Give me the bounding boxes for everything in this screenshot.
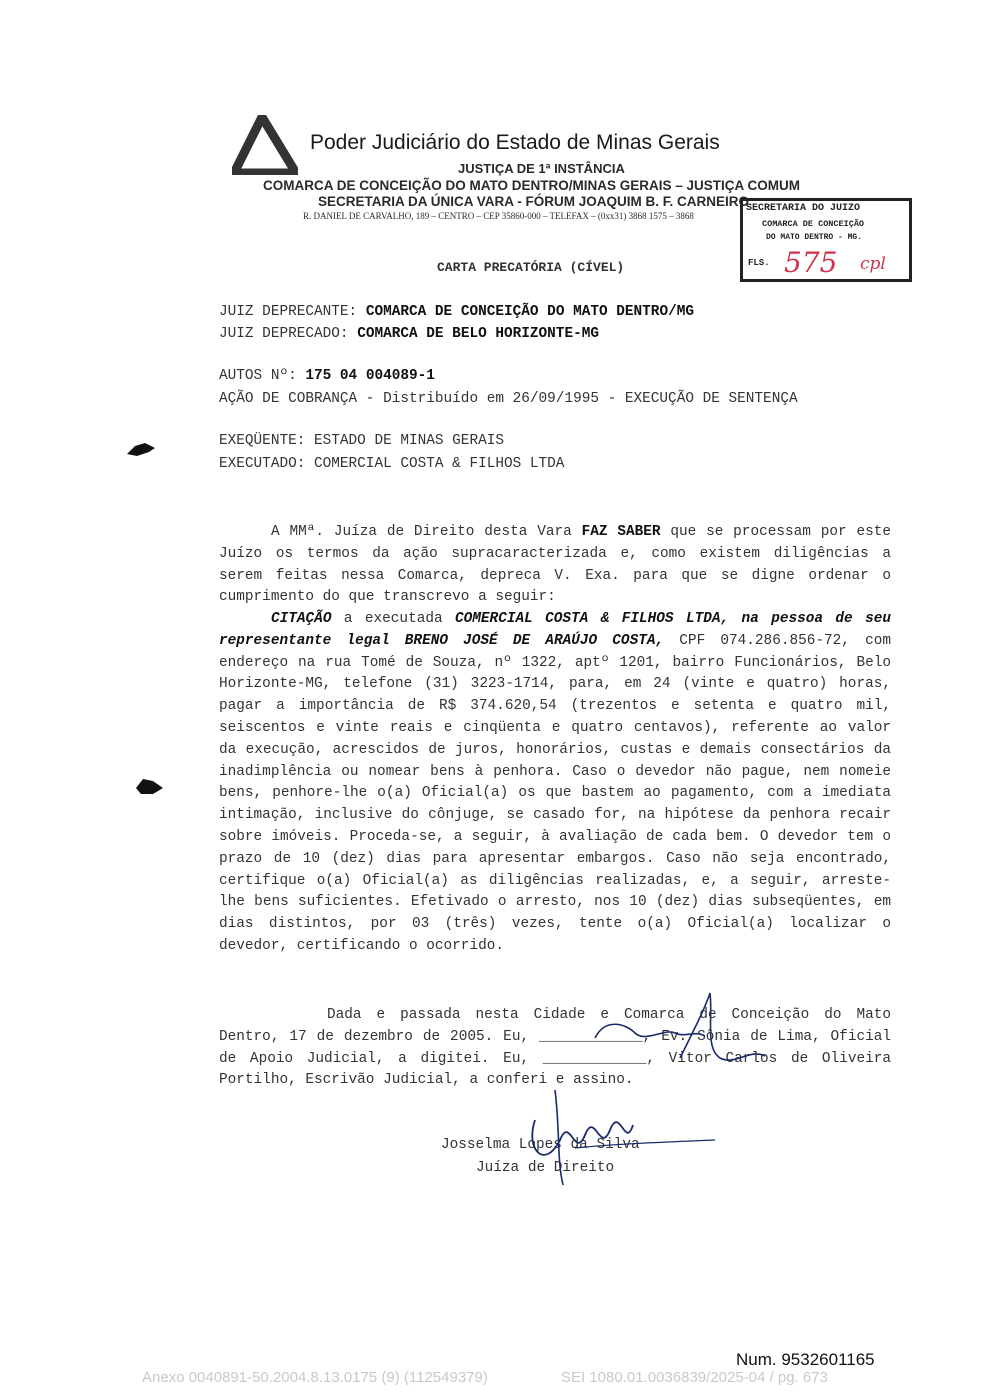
header-secretaria: SECRETARIA DA ÚNICA VARA - FÓRUM JOAQUIM B. F. CARNEIRO xyxy=(318,194,749,209)
signatory-role: Juíza de Direito xyxy=(476,1160,615,1176)
paragraph-closing: Dada e passada nesta Cidade e Comarca de Conceição do Mato Dentro, 17 de dezembro de 2005. Eu, ____________, Ev. Sônia de Lima, Oficial de Apoio Judicial, a digitei. Eu, ____________, Vitor Carlos de Oliveira Portilho, Escrivão Judicial, a conferi e assino. xyxy=(219,1007,891,1089)
exequente-row: EXEQÜENTE: ESTADO DE MINAS GERAIS xyxy=(219,433,504,449)
p2-text-b: a executada xyxy=(331,611,456,627)
deprecante-row xyxy=(219,304,694,320)
header-address: R. DANIEL DE CARVALHO, 189 – CENTRO – CEP 35860-000 – TELEFAX – (0xx31) 3868 1575 – 3868 xyxy=(303,211,694,221)
ink-blot-1 xyxy=(125,440,157,460)
paragraph-intro xyxy=(219,522,891,609)
acao-row: AÇÃO DE COBRANÇA - Distribuído em 26/09/1995 - EXECUÇÃO DE SENTENÇA xyxy=(219,391,798,407)
footer-annex: Anexo 0040891-50.2004.8.13.0175 (9) (112549379) xyxy=(142,1369,488,1386)
deprecado-row xyxy=(219,326,599,342)
deprecante-label: JUIZ DEPRECANTE: xyxy=(219,304,358,320)
stamp-line-1: SECRETARIA DO JUIZO xyxy=(746,203,861,214)
header-instance: JUSTIÇA DE 1ª INSTÂNCIA xyxy=(458,161,625,176)
p2-executada: COMERCIAL COSTA & FILHOS LTDA, na pessoa de seu representante legal BRENO JOSÉ DE ARAÚJO COSTA, xyxy=(219,611,891,649)
handwritten-signature-judge xyxy=(515,1080,725,1190)
judiciary-logo-icon xyxy=(232,115,298,175)
footer-document-number: Num. 9532601165 xyxy=(736,1350,875,1369)
ink-blot-2 xyxy=(133,776,165,798)
header-title: Poder Judiciário do Estado de Minas Gerais xyxy=(310,131,720,154)
signatory-name: Josselma Lopes da Silva xyxy=(441,1137,640,1153)
deprecante-value: COMARCA DE CONCEIÇÃO DO MATO DENTRO/MG xyxy=(365,304,694,320)
stamp-page-number: 575 xyxy=(784,246,838,279)
p2-citacao: CITAÇÃO xyxy=(271,611,332,627)
handwritten-signature-1 xyxy=(585,988,775,1078)
p1-text-c: que se processam por este Juízo os termos da ação supracaracterizada e, como existem diligências a serem feitas nessa Comarca, depreca V. Exa. para que se digne ordenar o cumprimento do que transcrevo a seguir: xyxy=(219,524,891,606)
executado-row: EXECUTADO: COMERCIAL COSTA & FILHOS LTDA xyxy=(219,456,565,472)
p1-faz-saber: FAZ SABER xyxy=(581,524,661,540)
stamp-line-3: DO MATO DENTRO - MG. xyxy=(766,233,863,242)
header-comarca: COMARCA DE CONCEIÇÃO DO MATO DENTRO/MINAS GERAIS – JUSTIÇA COMUM xyxy=(263,178,801,193)
stamp-fls-label: FLS. xyxy=(748,258,770,268)
p1-text-a: A MMª. Juíza de Direito desta Vara xyxy=(271,524,582,540)
document-title: CARTA PRECATÓRIA (CÍVEL) xyxy=(437,260,625,275)
footer-sei: SEI 1080.01.0036839/2025-04 / pg. 673 xyxy=(561,1369,828,1386)
p2-text-d: CPF 074.286.856-72, com endereço na rua Tomé de Souza, nº 1322, aptº 1201, bairro Funcionários, Belo Horizonte-MG, telefone (31) 3223-1714, para, em 24 (vinte e quatro) horas, pagar a importância de R$ 374.620,54 (trezentos e setenta e quatro mil, seiscentos e vinte reais e cinqüenta e quatro centavos), referente ao valor da execução, acrescidos de juros, honorários, custas e demais consectários da inadimplência ou nomear bens à penhora. Caso o devedor não pague, nem nomeie bens, penhore-lhe o(a) Oficial(a) os que bastem ao pagamento, com a imediata intimação, inclusive do cônjuge, se casado for, na hipótese da penhora recair sobre imóveis. Proceda-se, a seguir, à avaliação de cada bem. O devedor tem o prazo de 10 (dez) dias para apresentar embargos. Caso não seja encontrado, certifique o(a) Oficial(a) as diligências realizadas, e, a seguir, arreste-lhe bens suficientes. Efetivado o arresto, nos 10 (dez) dias subseqüentes, em dias distintos, por 03 (três) vezes, tente o(a) Oficial(a) localizar o devedor, certificando o ocorrido. xyxy=(219,632,891,954)
stamp-line-2: COMARCA DE CONCEIÇÃO xyxy=(762,219,865,229)
stamp-initials: cpl xyxy=(860,254,886,274)
autos-row xyxy=(219,368,435,384)
autos-value: 175 04 004089-1 xyxy=(305,368,435,384)
paragraph-citacao xyxy=(219,609,891,958)
autos-label: AUTOS Nº: xyxy=(219,368,297,384)
deprecado-value: COMARCA DE BELO HORIZONTE-MG xyxy=(357,326,599,342)
deprecado-label: JUIZ DEPRECADO: xyxy=(219,326,349,342)
